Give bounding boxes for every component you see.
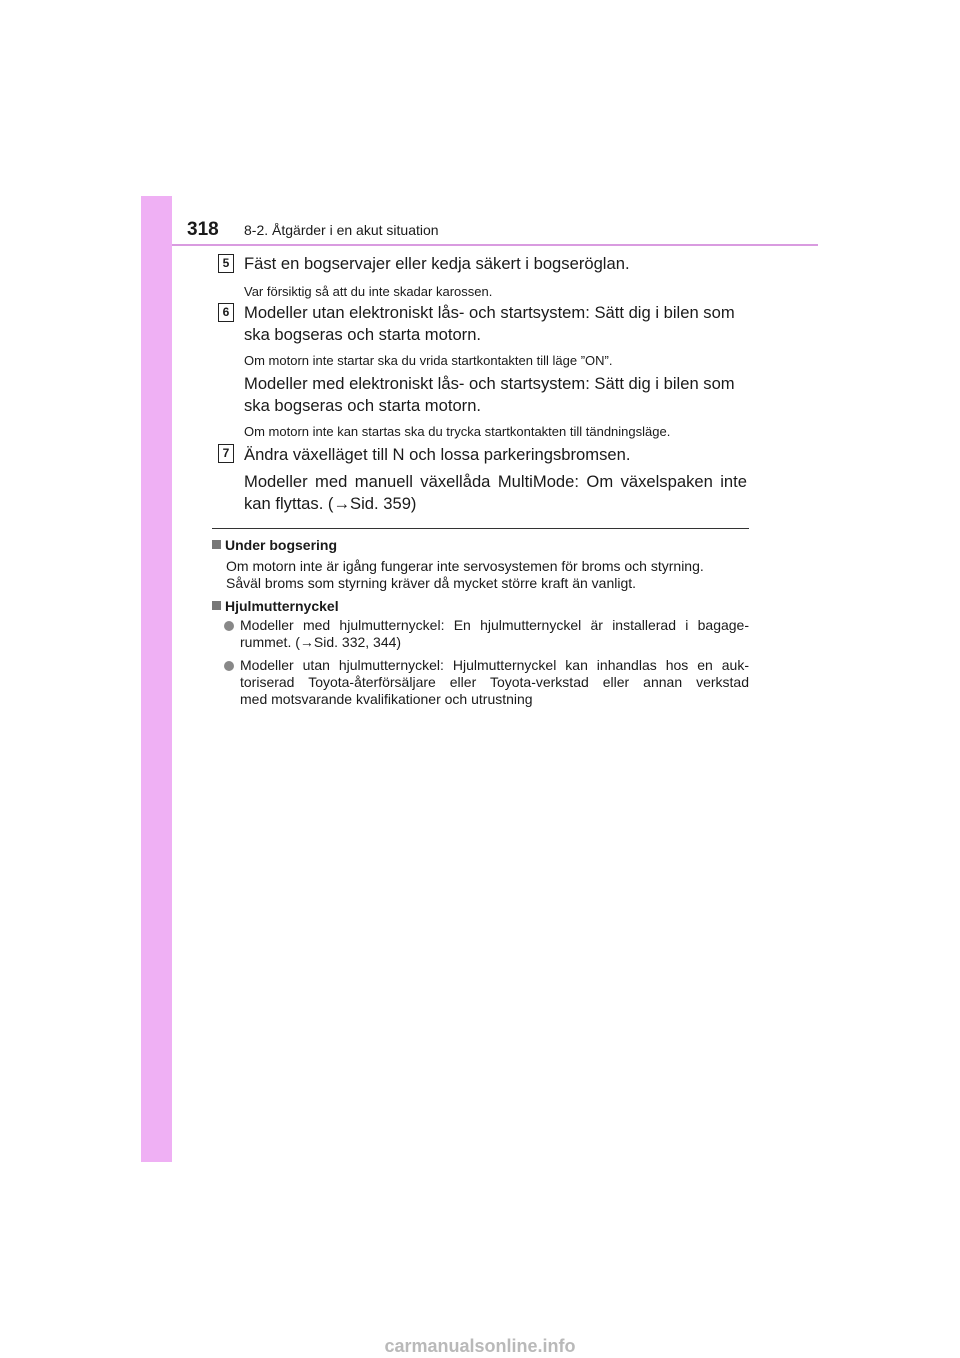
text-line: rummet. (→Sid. 332, 344) (240, 634, 402, 650)
step-number-badge: 5 (218, 254, 234, 273)
note-heading (212, 598, 339, 615)
note-body (226, 558, 749, 592)
square-bullet-icon (212, 540, 221, 549)
text-line: ska bogseras och starta motorn. (244, 325, 482, 344)
side-tab-bar (141, 196, 172, 1162)
step-note: Om motorn inte startar ska du vrida startkontakten till läge ”ON”. (244, 353, 613, 368)
square-bullet-icon (212, 601, 221, 610)
note-heading-text: Under bogsering (225, 537, 338, 553)
text-line: med motsvarande kvalifikationer och utrustning (240, 691, 533, 707)
step-instruction (244, 471, 747, 515)
text-line: Modeller utan elektroniskt lås- och startsystem: Sätt dig i bilen som (244, 303, 735, 322)
step-instruction: Ändra växelläget till N och lossa parkeringsbromsen. (244, 445, 631, 464)
text-line: Modeller med elektroniskt lås- och startsystem: Sätt dig i bilen som (244, 374, 735, 393)
section-title: 8-2. Åtgärder i en akut situation (244, 222, 439, 238)
step-instruction: Fäst en bogservajer eller kedja säkert i bogseröglan. (244, 254, 630, 273)
note-heading (212, 537, 337, 554)
header-rule (172, 244, 818, 246)
step-instruction (244, 373, 747, 417)
step-number-badge: 6 (218, 303, 234, 322)
step-note: Om motorn inte kan startas ska du trycka startkontakten till tändningsläge. (244, 424, 671, 439)
step-instruction (244, 302, 747, 346)
text-line: kan flyttas. (→Sid. 359) (244, 494, 417, 513)
watermark-footer: carmanualsonline.info (384, 1336, 576, 1356)
round-bullet-icon (224, 621, 234, 631)
text-line: Modeller med hjulmutternyckel: En hjulmutternyckel är installerad i bagage- (240, 617, 749, 633)
text-line: Modeller utan hjulmutternyckel: Hjulmutternyckel kan inhandlas hos en auk- (240, 657, 749, 673)
note-bullet-item (240, 617, 749, 651)
note-bullet-item (240, 657, 749, 708)
text-line: Om motorn inte är igång fungerar inte servosystemen för broms och styrning. (226, 558, 704, 574)
step-number-badge: 7 (218, 444, 234, 463)
text-line: Såväl broms som styrning kräver då mycket större kraft än vanligt. (226, 575, 637, 591)
page-number: 318 (187, 219, 219, 240)
section-separator (212, 528, 749, 529)
step-note: Var försiktig så att du inte skadar karossen. (244, 284, 493, 299)
text-line: toriserad Toyota-återförsäljare eller Toyota-verkstad eller annan verkstad (240, 674, 749, 690)
text-line: ska bogseras och starta motorn. (244, 396, 482, 415)
round-bullet-icon (224, 661, 234, 671)
note-heading-text: Hjulmutternyckel (225, 598, 339, 614)
text-line: Modeller med manuell växellåda MultiMode: Om växelspaken inte (244, 472, 747, 491)
